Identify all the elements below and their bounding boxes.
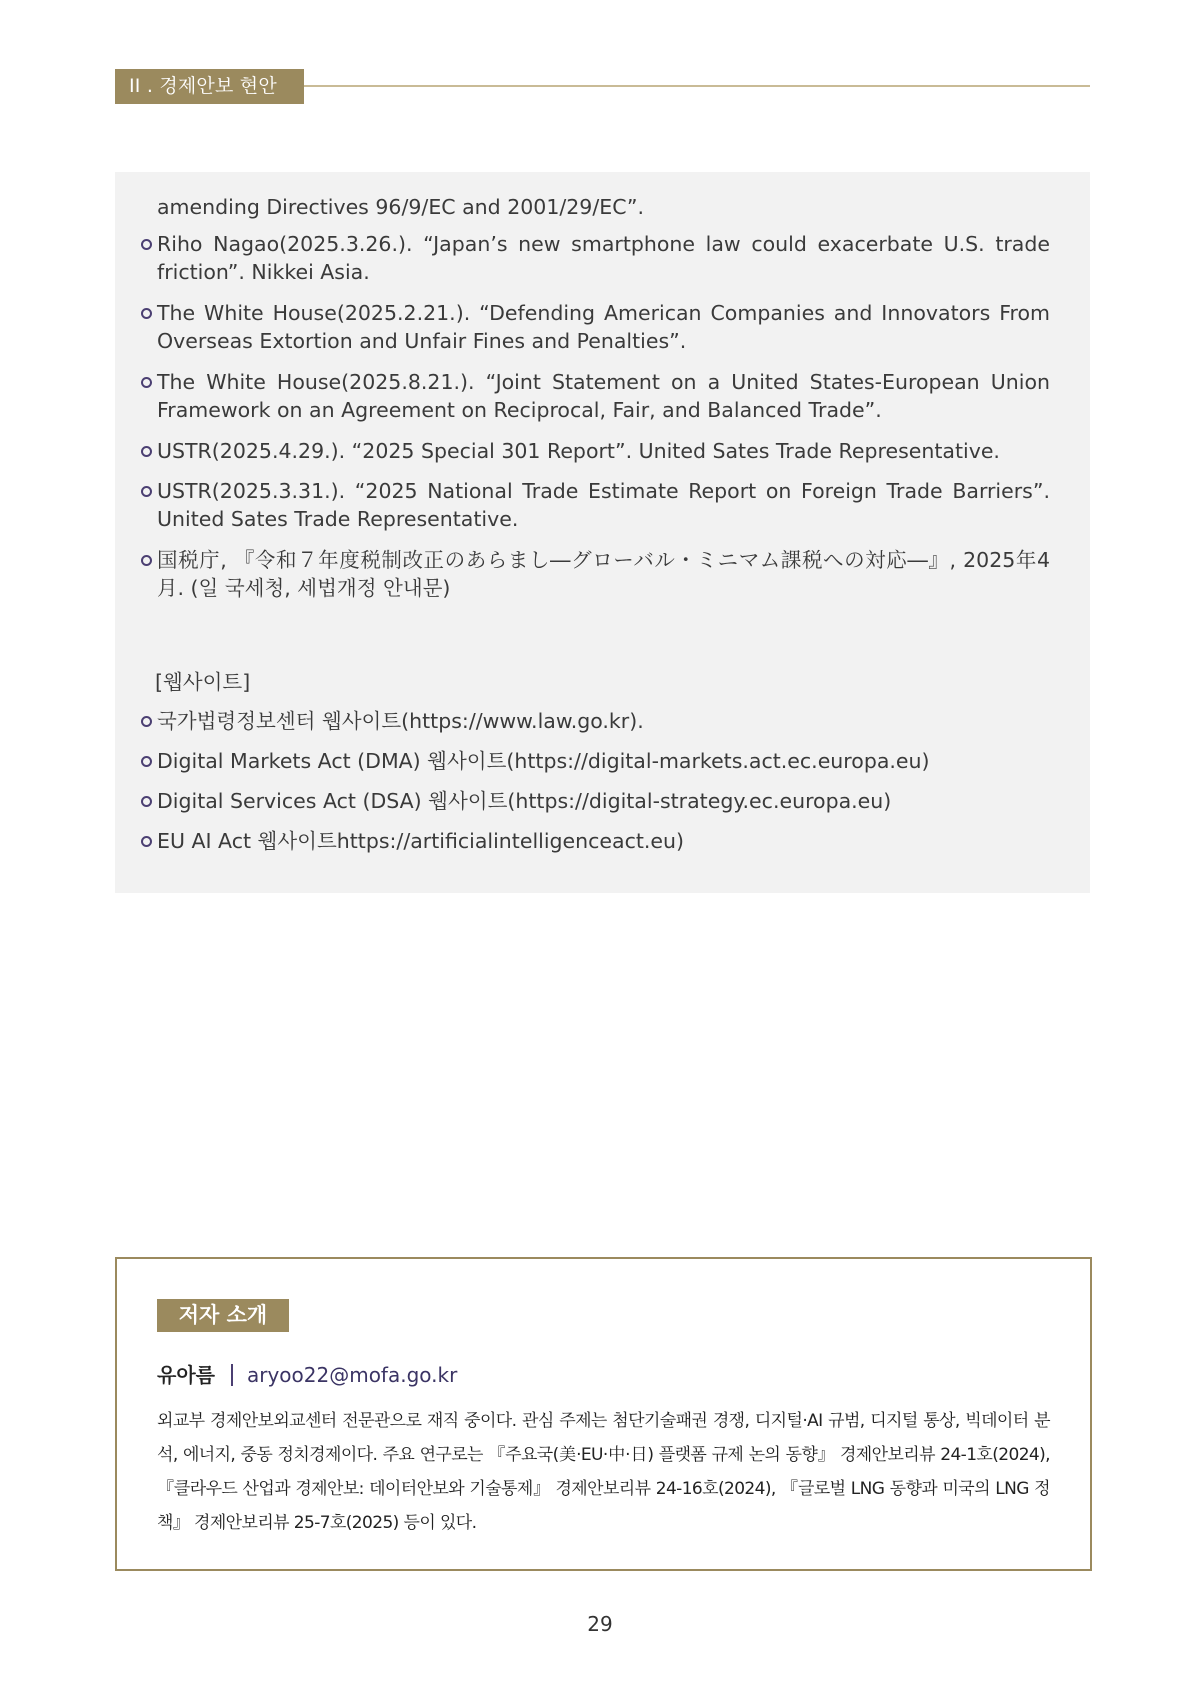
section-header-tag <box>115 69 304 104</box>
author-name: 유아름 <box>157 1363 215 1387</box>
reference-text: USTR(2025.4.29.). “2025 Special 301 Report”. United Sates Trade Representative. <box>157 439 1000 463</box>
website-item <box>157 827 1050 855</box>
reference-text: The White House(2025.2.21.). “Defending American Companies and Innovators From Overseas Extortion and Unfair Fines and Penalties”. <box>157 301 1050 353</box>
reference-item <box>157 230 1050 286</box>
website-item <box>157 707 1050 735</box>
circle-bullet-icon <box>141 555 152 566</box>
website-text: EU AI Act 웹사이트https://artificialintelligenceact.eu) <box>157 829 685 853</box>
reference-text: Riho Nagao(2025.3.26.). “Japan’s new smartphone law could exacerbate U.S. trade friction”. Nikkei Asia. <box>157 232 1050 284</box>
website-item <box>157 787 1050 815</box>
reference-item <box>157 299 1050 355</box>
circle-bullet-icon <box>141 446 152 457</box>
section-header-label: II . 경제안보 현안 <box>129 75 277 97</box>
circle-bullet-icon <box>141 796 152 807</box>
websites-label: [웹사이트] <box>155 670 251 694</box>
separator-bar <box>231 1364 233 1386</box>
website-text: Digital Services Act (DSA) 웹사이트(https://digital-strategy.ec.europa.eu) <box>157 789 892 813</box>
website-item <box>157 747 1050 775</box>
circle-bullet-icon <box>141 716 152 727</box>
circle-bullet-icon <box>141 308 152 319</box>
reference-item <box>157 546 1050 602</box>
website-text: Digital Markets Act (DMA) 웹사이트(https://digital-markets.act.ec.europa.eu) <box>157 749 930 773</box>
author-section-title: 저자 소개 <box>157 1299 289 1332</box>
author-contact-line <box>157 1361 457 1389</box>
reference-item <box>157 437 1050 465</box>
reference-item <box>157 477 1050 533</box>
reference-text: 国税庁, 『令和７年度税制改正のあらまし―グローバル・ミニマム課税への対応―』, 2025年4月. (일 국세청, 세법개정 안내문) <box>157 548 1050 600</box>
page-number: 29 <box>587 1612 613 1636</box>
circle-bullet-icon <box>141 836 152 847</box>
circle-bullet-icon <box>141 756 152 767</box>
circle-bullet-icon <box>141 239 152 250</box>
circle-bullet-icon <box>141 377 152 388</box>
reference-item <box>157 368 1050 424</box>
website-text: 국가법령정보센터 웹사이트(https://www.law.go.kr). <box>157 709 644 733</box>
reference-text: USTR(2025.3.31.). “2025 National Trade Estimate Report on Foreign Trade Barriers”. United Sates Trade Representative. <box>157 479 1050 531</box>
circle-bullet-icon <box>141 486 152 497</box>
author-email: aryoo22@mofa.go.kr <box>246 1363 458 1387</box>
author-bio: 외교부 경제안보외교센터 전문관으로 재직 중이다. 관심 주제는 첨단기술패권 경쟁, 디지털·AI 규범, 디지털 통상, 빅데이터 분석, 에너지, 중동 정치경제이다. 주요 연구로는 『주요국(美·EU·中·日) 플랫폼 규제 논의 동향』 경제안보리뷰 24-1호(2024), 『클라우드 산업과 경제안보: 데이터안보와 기술통제』 경제안보리뷰 24-16호(2024), 『글로벌 LNG 동향과 미국의 LNG 정책』 경제안보리뷰 25-7호(2025) 등이 있다. <box>157 1411 1050 1533</box>
header-rule <box>304 85 1090 87</box>
reference-text: The White House(2025.8.21.). “Joint Statement on a United States-European Union Framework on an Agreement on Reciprocal, Fair, and Balanced Trade”. <box>157 370 1050 422</box>
reference-continuation: amending Directives 96/9/EC and 2001/29/EC”. <box>157 195 645 219</box>
